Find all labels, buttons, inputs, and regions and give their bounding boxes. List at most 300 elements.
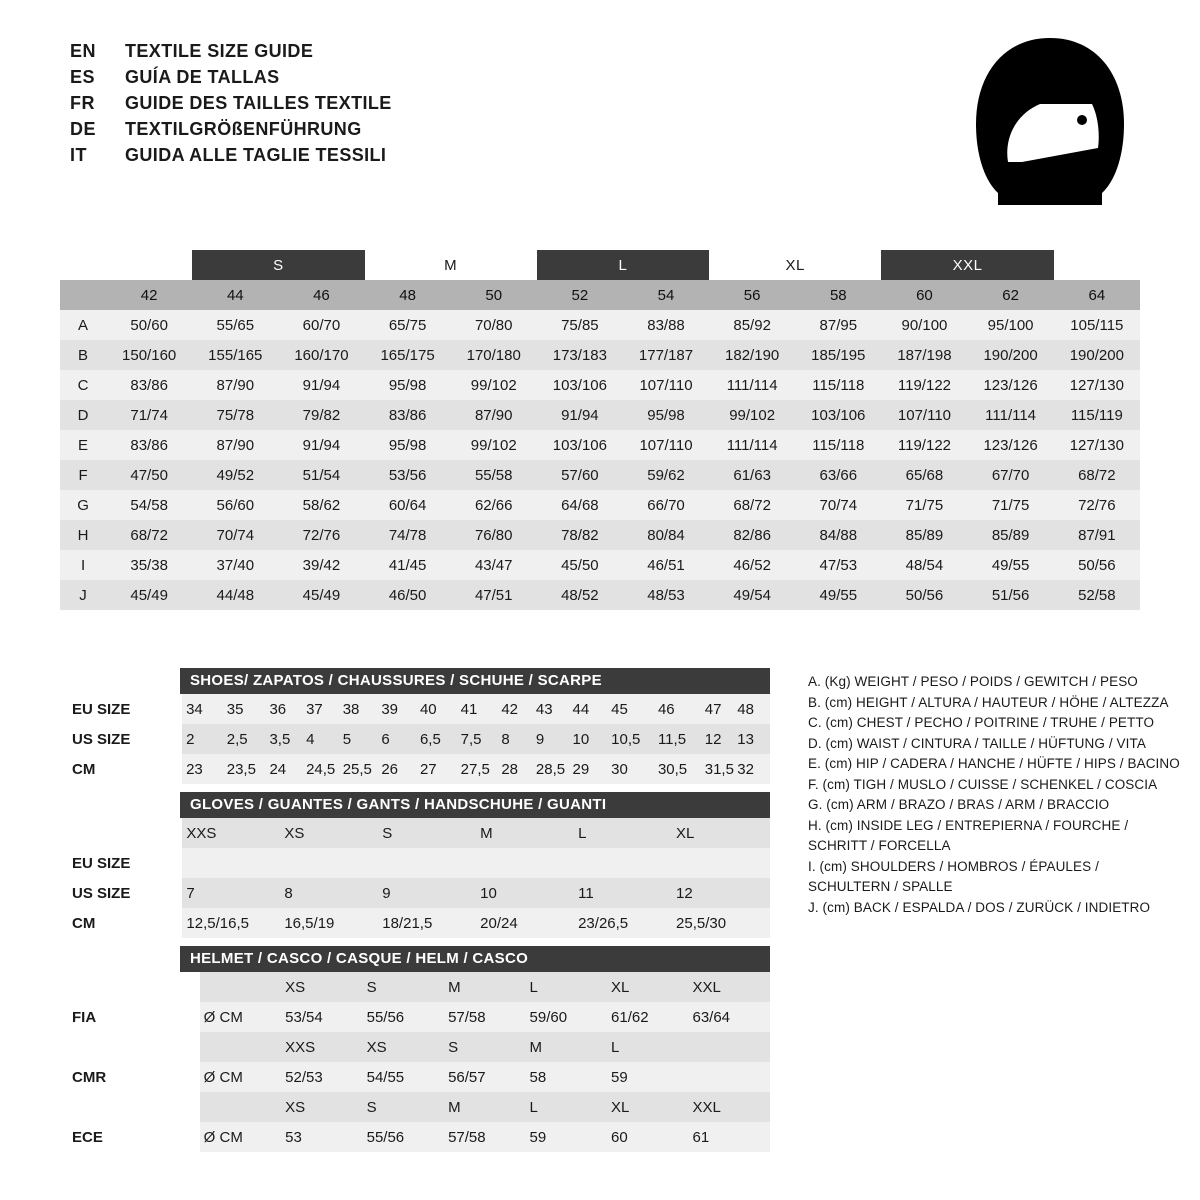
cell: 165/175 bbox=[365, 340, 451, 370]
cell bbox=[182, 848, 280, 878]
cell: 72/76 bbox=[1054, 490, 1140, 520]
cell: 50/56 bbox=[1054, 550, 1140, 580]
cell: 47/51 bbox=[451, 580, 537, 610]
cell: 83/86 bbox=[106, 370, 192, 400]
cell: 49/55 bbox=[795, 580, 881, 610]
cell: M bbox=[476, 818, 574, 848]
cell: XS bbox=[281, 1092, 362, 1122]
cell: 54/55 bbox=[363, 1062, 444, 1092]
cell: 190/200 bbox=[1054, 340, 1140, 370]
cell: 85/89 bbox=[881, 520, 967, 550]
cell: 53/54 bbox=[281, 1002, 362, 1032]
cell: 119/122 bbox=[881, 430, 967, 460]
cell: 103/106 bbox=[537, 370, 623, 400]
cell: S bbox=[378, 818, 476, 848]
lang-title-it: GUIDA ALLE TAGLIE TESSILI bbox=[125, 145, 387, 165]
cell: 18/21,5 bbox=[378, 908, 476, 938]
cell: 13 bbox=[733, 724, 770, 754]
row-label: D bbox=[60, 400, 106, 430]
size-number-corner bbox=[60, 280, 106, 310]
cell: 66/70 bbox=[623, 490, 709, 520]
cell: 37/40 bbox=[192, 550, 278, 580]
cell: 78/82 bbox=[537, 520, 623, 550]
size-number-cell: 46 bbox=[278, 280, 364, 310]
cell: 173/183 bbox=[537, 340, 623, 370]
cell: 38 bbox=[339, 694, 378, 724]
helmet-table bbox=[60, 972, 770, 1152]
cell: XXS bbox=[182, 818, 280, 848]
cell: 9 bbox=[532, 724, 569, 754]
cell: 115/118 bbox=[795, 370, 881, 400]
size-number-cell: 60 bbox=[881, 280, 967, 310]
cell: 61/63 bbox=[709, 460, 795, 490]
cell: 58 bbox=[526, 1062, 607, 1092]
helmet-title: HELMET / CASCO / CASQUE / HELM / CASCO bbox=[180, 946, 770, 972]
lang-title-en: TEXTILE SIZE GUIDE bbox=[125, 41, 314, 61]
table-row bbox=[60, 878, 770, 908]
textile-size-table bbox=[60, 250, 1140, 610]
cell: 55/65 bbox=[192, 310, 278, 340]
legend-line: D. (cm) WAIST / CINTURA / TAILLE / HÜFTUNG / VITA bbox=[808, 735, 1146, 751]
cell: 23,5 bbox=[223, 754, 266, 784]
cell: 185/195 bbox=[795, 340, 881, 370]
cell bbox=[200, 972, 281, 1002]
cell: 71/75 bbox=[881, 490, 967, 520]
cell: 40 bbox=[416, 694, 457, 724]
table-row bbox=[60, 310, 1140, 340]
cell: 99/102 bbox=[709, 400, 795, 430]
cell: 39 bbox=[377, 694, 416, 724]
cell: 55/56 bbox=[363, 1002, 444, 1032]
cell: 59/60 bbox=[526, 1002, 607, 1032]
cell: 50/56 bbox=[881, 580, 967, 610]
cell: XL bbox=[607, 972, 688, 1002]
table-row bbox=[60, 694, 770, 724]
cell: 85/89 bbox=[968, 520, 1054, 550]
size-band-l: L bbox=[537, 250, 709, 280]
size-number-cell: 50 bbox=[451, 280, 537, 310]
cell: 75/78 bbox=[192, 400, 278, 430]
row-label: E bbox=[60, 430, 106, 460]
cell: 83/88 bbox=[623, 310, 709, 340]
row-label: EU SIZE bbox=[60, 848, 182, 878]
cell: 127/130 bbox=[1054, 370, 1140, 400]
cell bbox=[688, 1062, 770, 1092]
cell: L bbox=[526, 972, 607, 1002]
legend-line: C. (cm) CHEST / PECHO / POITRINE / TRUHE / PETTO bbox=[808, 715, 1155, 730]
size-band-xl: XL bbox=[709, 250, 881, 280]
cell: 53/56 bbox=[365, 460, 451, 490]
cell: S bbox=[363, 972, 444, 1002]
row-label: H bbox=[60, 520, 106, 550]
measurement-legend bbox=[808, 672, 1178, 918]
cell: 56/60 bbox=[192, 490, 278, 520]
gloves-title: GLOVES / GUANTES / GANTS / HANDSCHUHE / GUANTI bbox=[180, 792, 770, 818]
table-row bbox=[60, 340, 1140, 370]
table-row bbox=[60, 972, 770, 1002]
row-label: I bbox=[60, 550, 106, 580]
cell: 16,5/19 bbox=[280, 908, 378, 938]
legend-line: J. (cm) BACK / ESPALDA / DOS / ZURÜCK / INDIETRO bbox=[808, 899, 1151, 915]
cell: 79/82 bbox=[278, 400, 364, 430]
cell: 48/53 bbox=[623, 580, 709, 610]
cell: 27,5 bbox=[457, 754, 498, 784]
lang-code-it: IT bbox=[70, 145, 87, 165]
cell: 24 bbox=[265, 754, 302, 784]
cell: 34 bbox=[182, 694, 223, 724]
cell: 155/165 bbox=[192, 340, 278, 370]
cell: 87/90 bbox=[451, 400, 537, 430]
cell: 49/55 bbox=[968, 550, 1054, 580]
cell: 25,5 bbox=[339, 754, 378, 784]
cell: 87/90 bbox=[192, 430, 278, 460]
cell: 45/50 bbox=[537, 550, 623, 580]
cell: 59 bbox=[607, 1062, 688, 1092]
table-row bbox=[60, 490, 1140, 520]
cell: 61 bbox=[688, 1122, 770, 1152]
cell: 107/110 bbox=[881, 400, 967, 430]
table-row bbox=[60, 818, 770, 848]
cell: 10 bbox=[476, 878, 574, 908]
lang-title-fr: GUIDE DES TAILLES TEXTILE bbox=[125, 93, 392, 113]
row-label: FIA bbox=[60, 1002, 200, 1032]
cell: 47/50 bbox=[106, 460, 192, 490]
cell: 74/78 bbox=[365, 520, 451, 550]
shoes-table bbox=[60, 694, 770, 784]
size-number-cell: 48 bbox=[365, 280, 451, 310]
table-row bbox=[60, 724, 770, 754]
cell: 23/26,5 bbox=[574, 908, 672, 938]
cell: 60/64 bbox=[365, 490, 451, 520]
cell: 60 bbox=[607, 1122, 688, 1152]
cell: 115/118 bbox=[795, 430, 881, 460]
legend-line: F. (cm) TIGH / MUSLO / CUISSE / SCHENKEL / COSCIA bbox=[808, 776, 1158, 792]
cell: 48 bbox=[733, 694, 770, 724]
cell: 90/100 bbox=[881, 310, 967, 340]
cell: 91/94 bbox=[278, 370, 364, 400]
cell: 10 bbox=[569, 724, 608, 754]
cell: M bbox=[444, 972, 525, 1002]
size-number-cell: 42 bbox=[106, 280, 192, 310]
cell: 187/198 bbox=[881, 340, 967, 370]
cell: 63/64 bbox=[688, 1002, 770, 1032]
cell: 127/130 bbox=[1054, 430, 1140, 460]
table-row bbox=[60, 460, 1140, 490]
cell: 41/45 bbox=[365, 550, 451, 580]
cell: 60/70 bbox=[278, 310, 364, 340]
cell: 80/84 bbox=[623, 520, 709, 550]
cell: 82/86 bbox=[709, 520, 795, 550]
cell: 8 bbox=[280, 878, 378, 908]
lang-code-en: EN bbox=[70, 41, 97, 61]
cell: 65/68 bbox=[881, 460, 967, 490]
cell: 64/68 bbox=[537, 490, 623, 520]
cell: L bbox=[526, 1092, 607, 1122]
cell: 35 bbox=[223, 694, 266, 724]
row-label bbox=[60, 1092, 200, 1122]
cell: XS bbox=[363, 1032, 444, 1062]
cell: L bbox=[607, 1032, 688, 1062]
cell: 83/86 bbox=[365, 400, 451, 430]
lang-title-es: GUÍA DE TALLAS bbox=[125, 67, 280, 87]
cell: 12 bbox=[701, 724, 734, 754]
size-number-cell: 58 bbox=[795, 280, 881, 310]
cell: 95/100 bbox=[968, 310, 1054, 340]
cell: 6 bbox=[377, 724, 416, 754]
cell: 160/170 bbox=[278, 340, 364, 370]
row-label: CM bbox=[60, 908, 182, 938]
legend-line: G. (cm) ARM / BRAZO / BRAS / ARM / BRACCIO bbox=[808, 797, 1110, 812]
header-row-de bbox=[70, 116, 830, 142]
row-label bbox=[60, 972, 200, 1002]
table-row bbox=[60, 550, 1140, 580]
cell bbox=[280, 848, 378, 878]
cell: 26 bbox=[377, 754, 416, 784]
size-number-cell: 56 bbox=[709, 280, 795, 310]
cell-unit: Ø CM bbox=[200, 1002, 281, 1032]
row-label: US SIZE bbox=[60, 878, 182, 908]
cell: 67/70 bbox=[968, 460, 1054, 490]
cell: 76/80 bbox=[451, 520, 537, 550]
cell: 62/66 bbox=[451, 490, 537, 520]
shoes-title: SHOES/ ZAPATOS / CHAUSSURES / SCHUHE / SCARPE bbox=[180, 668, 770, 694]
cell: XS bbox=[280, 818, 378, 848]
cell: 24,5 bbox=[302, 754, 339, 784]
cell: 35/38 bbox=[106, 550, 192, 580]
helmet-icon bbox=[960, 30, 1140, 210]
cell: 59 bbox=[526, 1122, 607, 1152]
cell: M bbox=[444, 1092, 525, 1122]
legend-line: A. (Kg) WEIGHT / PESO / POIDS / GEWITCH / PESO bbox=[808, 674, 1138, 689]
cell: 37 bbox=[302, 694, 339, 724]
sub-tables bbox=[60, 668, 780, 1160]
legend-line: SCHRITT / FORCELLA bbox=[808, 838, 951, 853]
cell: 46/52 bbox=[709, 550, 795, 580]
cell: L bbox=[574, 818, 672, 848]
cell: 9 bbox=[378, 878, 476, 908]
row-label: CMR bbox=[60, 1062, 200, 1092]
cell: 105/115 bbox=[1054, 310, 1140, 340]
cell: M bbox=[526, 1032, 607, 1062]
helmet-block bbox=[60, 946, 780, 1152]
cell: 11,5 bbox=[654, 724, 701, 754]
table-row bbox=[60, 1062, 770, 1092]
cell-unit: Ø CM bbox=[200, 1122, 281, 1152]
cell: 51/54 bbox=[278, 460, 364, 490]
cell: 99/102 bbox=[451, 370, 537, 400]
cell: 31,5 bbox=[701, 754, 734, 784]
cell: 53 bbox=[281, 1122, 362, 1152]
cell: 28,5 bbox=[532, 754, 569, 784]
size-band-blank-42 bbox=[106, 250, 192, 280]
row-label: C bbox=[60, 370, 106, 400]
cell: 70/80 bbox=[451, 310, 537, 340]
cell: 58/62 bbox=[278, 490, 364, 520]
cell: 115/119 bbox=[1054, 400, 1140, 430]
row-label: J bbox=[60, 580, 106, 610]
cell: 95/98 bbox=[623, 400, 709, 430]
legend-line: I. (cm) SHOULDERS / HOMBROS / ÉPAULES / bbox=[808, 858, 1099, 874]
cell: 7 bbox=[182, 878, 280, 908]
table-row bbox=[60, 1032, 770, 1062]
cell: 43/47 bbox=[451, 550, 537, 580]
row-label bbox=[60, 1032, 200, 1062]
cell: 51/56 bbox=[968, 580, 1054, 610]
table-row bbox=[60, 1122, 770, 1152]
cell: 52/53 bbox=[281, 1062, 362, 1092]
row-label: CM bbox=[60, 754, 182, 784]
cell: 12,5/16,5 bbox=[182, 908, 280, 938]
cell: 61/62 bbox=[607, 1002, 688, 1032]
cell: 68/72 bbox=[709, 490, 795, 520]
cell: 20/24 bbox=[476, 908, 574, 938]
cell: 91/94 bbox=[537, 400, 623, 430]
size-band-m: M bbox=[365, 250, 537, 280]
cell: 150/160 bbox=[106, 340, 192, 370]
cell: 65/75 bbox=[365, 310, 451, 340]
cell: XL bbox=[607, 1092, 688, 1122]
cell: XXL bbox=[688, 972, 770, 1002]
size-number-cell: 62 bbox=[968, 280, 1054, 310]
cell: XS bbox=[281, 972, 362, 1002]
cell: 29 bbox=[569, 754, 608, 784]
shoes-block bbox=[60, 668, 780, 784]
gloves-block bbox=[60, 792, 780, 938]
size-band-blank-left bbox=[60, 250, 106, 280]
cell: 119/122 bbox=[881, 370, 967, 400]
cell: 95/98 bbox=[365, 370, 451, 400]
size-band-xxl: XXL bbox=[881, 250, 1053, 280]
cell: 84/88 bbox=[795, 520, 881, 550]
cell: 12 bbox=[672, 878, 770, 908]
row-label: A bbox=[60, 310, 106, 340]
header-row-es bbox=[70, 64, 830, 90]
cell: 4 bbox=[302, 724, 339, 754]
cell: 2,5 bbox=[223, 724, 266, 754]
cell: 7,5 bbox=[457, 724, 498, 754]
cell: 75/85 bbox=[537, 310, 623, 340]
cell: 103/106 bbox=[537, 430, 623, 460]
legend-line: H. (cm) INSIDE LEG / ENTREPIERNA / FOURCHE / bbox=[808, 817, 1129, 833]
cell: 23 bbox=[182, 754, 223, 784]
lang-title-de: TEXTILGRÖßENFÜHRUNG bbox=[125, 119, 362, 139]
cell: 57/58 bbox=[444, 1002, 525, 1032]
main-table bbox=[60, 250, 1140, 610]
cell: 41 bbox=[457, 694, 498, 724]
cell bbox=[574, 848, 672, 878]
cell: 2 bbox=[182, 724, 223, 754]
table-row bbox=[60, 754, 770, 784]
table-row bbox=[60, 520, 1140, 550]
header-row-en bbox=[70, 38, 830, 64]
table-row bbox=[60, 430, 1140, 460]
cell bbox=[476, 848, 574, 878]
cell: 49/52 bbox=[192, 460, 278, 490]
cell: 170/180 bbox=[451, 340, 537, 370]
cell: 36 bbox=[265, 694, 302, 724]
row-label: F bbox=[60, 460, 106, 490]
cell: 30 bbox=[607, 754, 654, 784]
cell: 55/58 bbox=[451, 460, 537, 490]
size-number-cell: 54 bbox=[623, 280, 709, 310]
cell: 57/58 bbox=[444, 1122, 525, 1152]
cell: 103/106 bbox=[795, 400, 881, 430]
cell-unit: Ø CM bbox=[200, 1062, 281, 1092]
cell: 5 bbox=[339, 724, 378, 754]
cell: 68/72 bbox=[106, 520, 192, 550]
cell: 10,5 bbox=[607, 724, 654, 754]
cell: 70/74 bbox=[192, 520, 278, 550]
header-language-list bbox=[70, 38, 830, 168]
cell: 70/74 bbox=[795, 490, 881, 520]
row-label: G bbox=[60, 490, 106, 520]
cell: 68/72 bbox=[1054, 460, 1140, 490]
table-row bbox=[60, 848, 770, 878]
cell bbox=[200, 1032, 281, 1062]
cell: 28 bbox=[497, 754, 532, 784]
size-band-blank-64 bbox=[1054, 250, 1140, 280]
cell: 190/200 bbox=[968, 340, 1054, 370]
header-row-it bbox=[70, 142, 830, 168]
cell: 57/60 bbox=[537, 460, 623, 490]
cell: 182/190 bbox=[709, 340, 795, 370]
cell: 45/49 bbox=[106, 580, 192, 610]
size-number-cell: 44 bbox=[192, 280, 278, 310]
cell: 56/57 bbox=[444, 1062, 525, 1092]
cell: 83/86 bbox=[106, 430, 192, 460]
cell: 91/94 bbox=[278, 430, 364, 460]
row-label: EU SIZE bbox=[60, 694, 182, 724]
cell: 44 bbox=[569, 694, 608, 724]
cell: 42 bbox=[497, 694, 532, 724]
cell bbox=[672, 848, 770, 878]
cell: 8 bbox=[497, 724, 532, 754]
size-band-s: S bbox=[192, 250, 364, 280]
cell: 107/110 bbox=[623, 370, 709, 400]
lang-code-de: DE bbox=[70, 119, 97, 139]
cell: 54/58 bbox=[106, 490, 192, 520]
cell: 123/126 bbox=[968, 430, 1054, 460]
cell: 45/49 bbox=[278, 580, 364, 610]
cell bbox=[688, 1032, 770, 1062]
cell: 39/42 bbox=[278, 550, 364, 580]
cell: 99/102 bbox=[451, 430, 537, 460]
cell: 52/58 bbox=[1054, 580, 1140, 610]
cell: 32 bbox=[733, 754, 770, 784]
cell: 27 bbox=[416, 754, 457, 784]
cell: 111/114 bbox=[968, 400, 1054, 430]
cell: 63/66 bbox=[795, 460, 881, 490]
cell: 48/52 bbox=[537, 580, 623, 610]
cell: 72/76 bbox=[278, 520, 364, 550]
table-row bbox=[60, 1092, 770, 1122]
row-label: B bbox=[60, 340, 106, 370]
cell: 111/114 bbox=[709, 430, 795, 460]
cell: 59/62 bbox=[623, 460, 709, 490]
table-row bbox=[60, 400, 1140, 430]
cell: 49/54 bbox=[709, 580, 795, 610]
size-number-row bbox=[60, 280, 1140, 310]
cell: 25,5/30 bbox=[672, 908, 770, 938]
size-number-cell: 64 bbox=[1054, 280, 1140, 310]
cell: XXL bbox=[688, 1092, 770, 1122]
lang-code-es: ES bbox=[70, 67, 96, 87]
cell: 46/50 bbox=[365, 580, 451, 610]
lang-code-fr: FR bbox=[70, 93, 95, 113]
legend-line: SCHULTERN / SPALLE bbox=[808, 879, 953, 894]
cell: 43 bbox=[532, 694, 569, 724]
cell: 87/95 bbox=[795, 310, 881, 340]
